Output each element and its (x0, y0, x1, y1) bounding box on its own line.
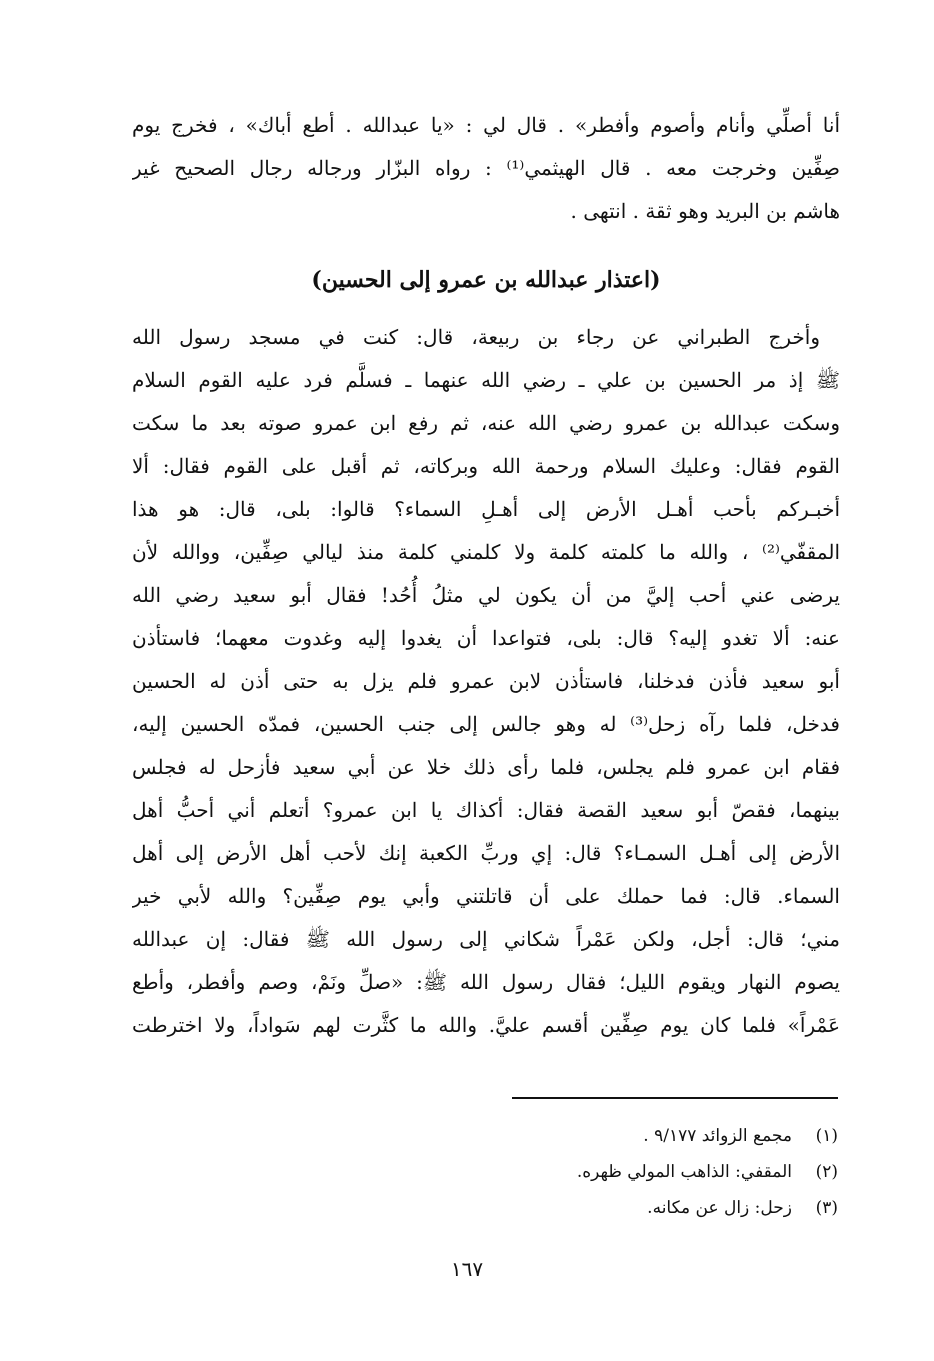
text-line: صِفِّين وخرجت معه . قال الهيثمي⁽¹⁾ : رواه البزّار ورجاله رجال الصحيح غير (132, 156, 840, 180)
footnote-separator (512, 1097, 838, 1099)
section-heading: (اعتذار عبدالله بن عمرو إلى الحسين) (311, 267, 661, 293)
text-line: فدخل، فلما رآه زحل⁽³⁾ له وهو جالس إلى جنب الحسين، فمدّه الحسين إليه، (132, 712, 840, 736)
footnote-number: (٣) (815, 1198, 838, 1218)
footnote (400, 1190, 838, 1226)
intro-paragraph (132, 104, 840, 233)
footnote (400, 1154, 838, 1190)
body-paragraph (132, 316, 840, 1047)
text-line: السماء. قال: فما حملك على أن قاتلتني وأبي يوم صِفِّين؟ والله لأبي خير (132, 884, 840, 908)
text-line: أبو سعيد فأذن فدخلنا، فاستأذن لابن عمرو فلم يزل به حتى أذن له الحسين (132, 669, 840, 693)
text-line: أنا أصلِّي وأنام وأصوم وأفطر» . قال لي : «يا عبدالله . أطع أباك» ، فخرج يوم (132, 113, 840, 137)
footnote-number: (٢) (815, 1162, 838, 1182)
text-line: ﷺ إذ مر الحسين بن علي ـ رضي الله عنهما ـ فسلَّم فرد عليه القوم السلام (132, 368, 840, 392)
text-line: فقام ابن عمرو فلم يجلس، فلما رأى ذلك خلا عن أبي سعيد فأزحل له فجلس (132, 755, 840, 779)
text-line: يرضى عني أحب إليَّ من أن يكون لي مثلُ أُحُد! فقال أبو سعيد رضي الله (132, 583, 840, 607)
text-line: مني؛ قال: أجل، ولكن عَمْراً شكاني إلى رسول الله ﷺ فقال: إن عبدالله (132, 927, 840, 951)
text-line: الأرض إلى أهـل السمـاء؟ قال: إي وربِّ الكعبة إنك لأحب أهل الأرض إلى أهل (132, 841, 840, 865)
text-line: أخبـركم بأحب أهـل الأرض إلى أهـلِ السماء؟ قالوا: بلى، قال: هو هذا (132, 497, 840, 521)
text-line: القوم فقال: وعليك السلام ورحمة الله وبركاته، ثم أقبل على القوم فقال: ألا (132, 454, 840, 478)
footnote-number: (١) (815, 1126, 838, 1146)
text-line: وأخرج الطبراني عن رجاء بن ربيعة، قال: كنت في مسجد رسول الله (132, 325, 820, 349)
footnote-text: زحل: زال عن مكانه. (647, 1198, 792, 1218)
text-line: عَمْراً» فلما كان يوم صِفِّين أقسم عليَّ. والله ما كثَّرت لهم سَواداً، ولا اخترطت (132, 1013, 840, 1037)
text-line: هاشم بن البريد وهو ثقة . انتهى . (570, 199, 840, 223)
text-line: يصوم النهار ويقوم الليل؛ فقال رسول الله ﷺ: «صلِّ ونَمْ، وصم وأفطر، وأطع (132, 970, 840, 994)
footnotes (400, 1118, 838, 1226)
text-line: عنه: ألا تغدو إليه؟ قال: بلى، فتواعدا أن يغدوا إليه وغدوت معهما؛ فاستأذن (132, 626, 840, 650)
footnote-text: المقفي: الذاهب المولي ظهره. (576, 1162, 792, 1182)
text-line: وسكت عبدالله بن عمرو رضي الله عنه، ثم رفع ابن عمرو صوته بعد ما سكت (132, 411, 840, 435)
text-line: المقفّي⁽²⁾ ، والله ما كلمته كلمة ولا كلمني كلمة منذ ليالي صِفِّين، ووالله لأن (132, 540, 840, 564)
text-line: بينهما، فقصّ أبو سعيد القصة فقال: أكذاك يا ابن عمرو؟ أتعلم أني أحبُّ أهل (132, 798, 840, 822)
footnote (400, 1118, 838, 1154)
footnote-text: مجمع الزوائد ٩/١٧٧ . (643, 1126, 792, 1146)
page-number: ١٦٧ (450, 1257, 484, 1281)
